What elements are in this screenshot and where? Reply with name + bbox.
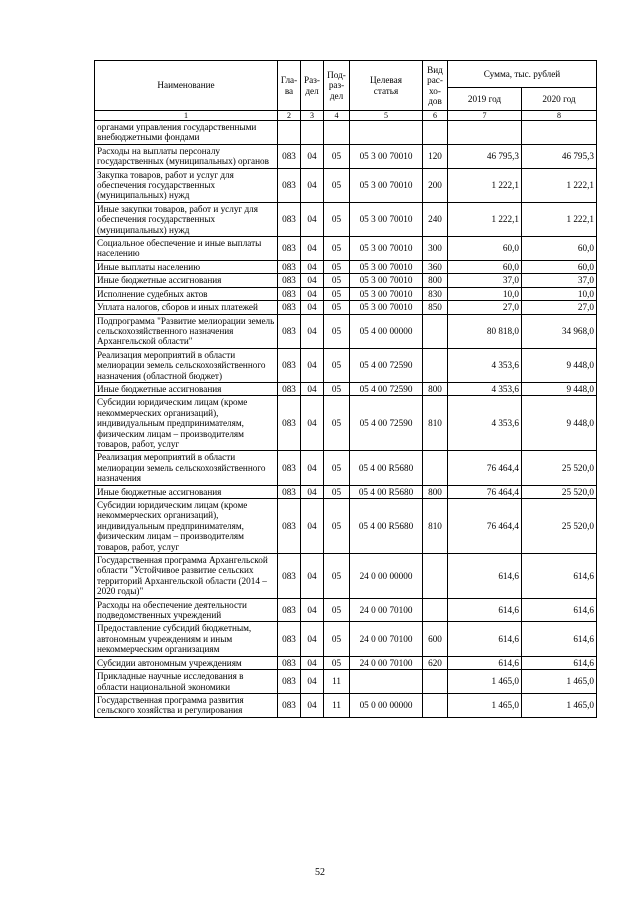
row-expense-type-cell: 620 xyxy=(423,656,448,669)
row-expense-type-cell: 810 xyxy=(423,499,448,554)
row-sum-2019-cell: 614,6 xyxy=(448,622,522,656)
row-subsection-cell: 11 xyxy=(324,693,350,717)
row-chapter-cell: 083 xyxy=(278,237,301,261)
row-target-cell: 05 3 00 70010 xyxy=(350,202,423,236)
row-chapter-cell: 083 xyxy=(278,301,301,314)
row-sum-2020-cell: 614,6 xyxy=(522,622,597,656)
row-section-cell: 04 xyxy=(301,554,324,599)
row-sum-2019-cell: 614,6 xyxy=(448,598,522,622)
row-subsection-cell: 05 xyxy=(324,274,350,287)
header-year-2019: 2019 год xyxy=(448,88,522,111)
row-section-cell: 04 xyxy=(301,622,324,656)
col-number: 8 xyxy=(522,111,597,121)
col-number: 4 xyxy=(324,111,350,121)
table-row xyxy=(95,485,597,498)
row-sum-2019-cell: 80 818,0 xyxy=(448,314,522,348)
row-name-cell: Субсидии юридическим лицам (кроме некоммерческих организаций), индивидуальным предпринимателям, физическим лицам – производителям товаров, работ, услуг xyxy=(95,396,278,451)
row-sum-2020-cell: 60,0 xyxy=(522,237,597,261)
table-row xyxy=(95,656,597,669)
row-target-cell: 05 4 00 R5680 xyxy=(350,451,423,485)
row-subsection-cell: 05 xyxy=(324,622,350,656)
row-sum-2019-cell: 37,0 xyxy=(448,274,522,287)
row-sum-2019-cell: 4 353,6 xyxy=(448,348,522,382)
row-target-cell: 05 4 00 72590 xyxy=(350,382,423,395)
row-expense-type-cell: 800 xyxy=(423,274,448,287)
row-subsection-cell xyxy=(324,121,350,145)
row-name-cell: Иные закупки товаров, работ и услуг для обеспечения государственных (муниципальных) нужд xyxy=(95,202,278,236)
row-sum-2019-cell: 4 353,6 xyxy=(448,396,522,451)
table-row xyxy=(95,168,597,202)
row-target-cell: 05 0 00 00000 xyxy=(350,693,423,717)
header-chapter: Гла- ва xyxy=(278,61,301,111)
row-sum-2019-cell: 1 465,0 xyxy=(448,670,522,694)
row-section-cell: 04 xyxy=(301,396,324,451)
row-section-cell: 04 xyxy=(301,451,324,485)
row-section-cell: 04 xyxy=(301,301,324,314)
row-sum-2020-cell: 60,0 xyxy=(522,260,597,273)
row-sum-2020-cell: 614,6 xyxy=(522,598,597,622)
row-expense-type-cell: 300 xyxy=(423,237,448,261)
row-sum-2020-cell: 614,6 xyxy=(522,554,597,599)
table-row xyxy=(95,301,597,314)
table-body xyxy=(95,121,597,718)
table-row xyxy=(95,314,597,348)
table-header xyxy=(95,61,597,121)
header-year-2020: 2020 год xyxy=(522,88,597,111)
row-chapter-cell xyxy=(278,121,301,145)
row-sum-2019-cell: 614,6 xyxy=(448,656,522,669)
row-expense-type-cell xyxy=(423,598,448,622)
row-expense-type-cell: 600 xyxy=(423,622,448,656)
row-expense-type-cell xyxy=(423,554,448,599)
row-name-cell: Реализация мероприятий в области мелиорации земель сельскохозяйственного назначения (областной бюджет) xyxy=(95,348,278,382)
row-target-cell: 05 3 00 70010 xyxy=(350,287,423,300)
row-chapter-cell: 083 xyxy=(278,499,301,554)
row-sum-2019-cell: 1 465,0 xyxy=(448,693,522,717)
table-row xyxy=(95,382,597,395)
row-sum-2020-cell xyxy=(522,121,597,145)
row-target-cell xyxy=(350,121,423,145)
row-chapter-cell: 083 xyxy=(278,348,301,382)
table-row xyxy=(95,348,597,382)
row-name-cell: Расходы на обеспечение деятельности подведомственных учреждений xyxy=(95,598,278,622)
row-chapter-cell: 083 xyxy=(278,670,301,694)
row-target-cell: 05 4 00 00000 xyxy=(350,314,423,348)
table-row xyxy=(95,451,597,485)
col-number: 6 xyxy=(423,111,448,121)
row-name-cell: Уплата налогов, сборов и иных платежей xyxy=(95,301,278,314)
row-expense-type-cell xyxy=(423,451,448,485)
row-name-cell: Расходы на выплаты персоналу государственных (муниципальных) органов xyxy=(95,144,278,168)
row-sum-2019-cell: 4 353,6 xyxy=(448,382,522,395)
row-target-cell: 05 3 00 70010 xyxy=(350,260,423,273)
table-row xyxy=(95,598,597,622)
row-name-cell: Исполнение судебных актов xyxy=(95,287,278,300)
col-number: 5 xyxy=(350,111,423,121)
table-row xyxy=(95,499,597,554)
row-name-cell: Субсидии юридическим лицам (кроме некоммерческих организаций), индивидуальным предпринимателям, физическим лицам – производителям товаров, работ, услуг xyxy=(95,499,278,554)
row-chapter-cell: 083 xyxy=(278,451,301,485)
row-section-cell xyxy=(301,121,324,145)
row-chapter-cell: 083 xyxy=(278,693,301,717)
row-sum-2019-cell: 614,6 xyxy=(448,554,522,599)
col-number: 7 xyxy=(448,111,522,121)
row-sum-2019-cell: 60,0 xyxy=(448,260,522,273)
row-name-cell: Прикладные научные исследования в области национальной экономики xyxy=(95,670,278,694)
row-chapter-cell: 083 xyxy=(278,287,301,300)
row-subsection-cell: 05 xyxy=(324,554,350,599)
row-sum-2019-cell: 10,0 xyxy=(448,287,522,300)
row-chapter-cell: 083 xyxy=(278,485,301,498)
row-name-cell: Государственная программа Архангельской области "Устойчивое развитие сельских территорий Архангельской области (2014 – 2020 годы)" xyxy=(95,554,278,599)
row-chapter-cell: 083 xyxy=(278,202,301,236)
row-target-cell: 24 0 00 70100 xyxy=(350,656,423,669)
row-section-cell: 04 xyxy=(301,144,324,168)
row-sum-2020-cell: 27,0 xyxy=(522,301,597,314)
row-name-cell: органами управления государственными внебюджетными фондами xyxy=(95,121,278,145)
header-expense-type: Вид рас- хо- дов xyxy=(423,61,448,111)
row-subsection-cell: 05 xyxy=(324,287,350,300)
row-chapter-cell: 083 xyxy=(278,260,301,273)
row-chapter-cell: 083 xyxy=(278,382,301,395)
row-expense-type-cell: 240 xyxy=(423,202,448,236)
row-section-cell: 04 xyxy=(301,670,324,694)
row-chapter-cell: 083 xyxy=(278,274,301,287)
row-sum-2020-cell: 25 520,0 xyxy=(522,451,597,485)
col-number: 3 xyxy=(301,111,324,121)
col-number: 1 xyxy=(95,111,278,121)
row-subsection-cell: 11 xyxy=(324,670,350,694)
table-row xyxy=(95,287,597,300)
row-subsection-cell: 05 xyxy=(324,260,350,273)
row-sum-2019-cell: 1 222,1 xyxy=(448,202,522,236)
row-chapter-cell: 083 xyxy=(278,168,301,202)
row-subsection-cell: 05 xyxy=(324,382,350,395)
row-section-cell: 04 xyxy=(301,485,324,498)
row-sum-2020-cell: 25 520,0 xyxy=(522,499,597,554)
row-section-cell: 04 xyxy=(301,274,324,287)
row-subsection-cell: 05 xyxy=(324,485,350,498)
row-section-cell: 04 xyxy=(301,287,324,300)
row-expense-type-cell: 810 xyxy=(423,396,448,451)
row-target-cell: 05 3 00 70010 xyxy=(350,237,423,261)
row-target-cell: 05 4 00 72590 xyxy=(350,348,423,382)
row-target-cell: 05 3 00 70010 xyxy=(350,274,423,287)
row-sum-2020-cell: 1 465,0 xyxy=(522,693,597,717)
row-expense-type-cell xyxy=(423,670,448,694)
row-sum-2020-cell: 9 448,0 xyxy=(522,382,597,395)
row-section-cell: 04 xyxy=(301,693,324,717)
table-row xyxy=(95,144,597,168)
row-sum-2020-cell: 34 968,0 xyxy=(522,314,597,348)
row-subsection-cell: 05 xyxy=(324,314,350,348)
row-chapter-cell: 083 xyxy=(278,656,301,669)
row-sum-2020-cell: 1 465,0 xyxy=(522,670,597,694)
row-target-cell: 24 0 00 70100 xyxy=(350,622,423,656)
row-subsection-cell: 05 xyxy=(324,348,350,382)
row-expense-type-cell: 850 xyxy=(423,301,448,314)
row-section-cell: 04 xyxy=(301,314,324,348)
row-target-cell: 05 4 00 72590 xyxy=(350,396,423,451)
table-row xyxy=(95,274,597,287)
row-chapter-cell: 083 xyxy=(278,314,301,348)
row-expense-type-cell: 360 xyxy=(423,260,448,273)
row-name-cell: Иные бюджетные ассигнования xyxy=(95,485,278,498)
table-row xyxy=(95,202,597,236)
table-row xyxy=(95,670,597,694)
row-subsection-cell: 05 xyxy=(324,451,350,485)
row-subsection-cell: 05 xyxy=(324,396,350,451)
row-expense-type-cell xyxy=(423,693,448,717)
row-sum-2020-cell: 1 222,1 xyxy=(522,168,597,202)
row-sum-2019-cell: 1 222,1 xyxy=(448,168,522,202)
row-subsection-cell: 05 xyxy=(324,144,350,168)
budget-table-sheet xyxy=(94,60,596,718)
row-expense-type-cell: 120 xyxy=(423,144,448,168)
table-row xyxy=(95,554,597,599)
row-target-cell: 05 3 00 70010 xyxy=(350,168,423,202)
row-name-cell: Иные выплаты населению xyxy=(95,260,278,273)
row-chapter-cell: 083 xyxy=(278,396,301,451)
row-subsection-cell: 05 xyxy=(324,301,350,314)
row-sum-2020-cell: 1 222,1 xyxy=(522,202,597,236)
header-subsection: Под- раз- дел xyxy=(324,61,350,111)
row-expense-type-cell xyxy=(423,121,448,145)
row-target-cell: 24 0 00 70100 xyxy=(350,598,423,622)
row-sum-2019-cell: 46 795,3 xyxy=(448,144,522,168)
table-row xyxy=(95,396,597,451)
row-chapter-cell: 083 xyxy=(278,622,301,656)
row-sum-2019-cell: 76 464,4 xyxy=(448,451,522,485)
row-sum-2019-cell: 60,0 xyxy=(448,237,522,261)
row-sum-2020-cell: 37,0 xyxy=(522,274,597,287)
page-number: 52 xyxy=(315,867,325,878)
row-sum-2019-cell: 76 464,4 xyxy=(448,499,522,554)
row-section-cell: 04 xyxy=(301,237,324,261)
row-expense-type-cell: 800 xyxy=(423,485,448,498)
row-sum-2019-cell: 76 464,4 xyxy=(448,485,522,498)
table-row xyxy=(95,237,597,261)
row-section-cell: 04 xyxy=(301,260,324,273)
row-sum-2020-cell: 46 795,3 xyxy=(522,144,597,168)
col-number: 2 xyxy=(278,111,301,121)
row-target-cell: 05 4 00 R5680 xyxy=(350,499,423,554)
row-name-cell: Предоставление субсидий бюджетным, автономным учреждениям и иным некоммерческим организациям xyxy=(95,622,278,656)
row-name-cell: Подпрограмма "Развитие мелиорации земель сельскохозяйственного назначения Архангельской области" xyxy=(95,314,278,348)
column-number-row xyxy=(95,111,597,121)
row-expense-type-cell: 830 xyxy=(423,287,448,300)
row-sum-2020-cell: 614,6 xyxy=(522,656,597,669)
row-target-cell: 24 0 00 00000 xyxy=(350,554,423,599)
row-sum-2019-cell xyxy=(448,121,522,145)
row-section-cell: 04 xyxy=(301,499,324,554)
header-section: Раз- дел xyxy=(301,61,324,111)
table-row xyxy=(95,260,597,273)
row-subsection-cell: 05 xyxy=(324,202,350,236)
row-section-cell: 04 xyxy=(301,202,324,236)
row-name-cell: Государственная программа развития сельского хозяйства и регулирования xyxy=(95,693,278,717)
row-name-cell: Субсидии автономным учреждениям xyxy=(95,656,278,669)
row-name-cell: Иные бюджетные ассигнования xyxy=(95,382,278,395)
row-sum-2020-cell: 10,0 xyxy=(522,287,597,300)
row-subsection-cell: 05 xyxy=(324,237,350,261)
row-expense-type-cell xyxy=(423,314,448,348)
row-section-cell: 04 xyxy=(301,598,324,622)
row-expense-type-cell: 200 xyxy=(423,168,448,202)
row-chapter-cell: 083 xyxy=(278,554,301,599)
row-section-cell: 04 xyxy=(301,168,324,202)
row-expense-type-cell xyxy=(423,348,448,382)
budget-table xyxy=(94,60,597,718)
row-sum-2020-cell: 25 520,0 xyxy=(522,485,597,498)
row-sum-2019-cell: 27,0 xyxy=(448,301,522,314)
row-target-cell: 05 3 00 70010 xyxy=(350,301,423,314)
row-target-cell xyxy=(350,670,423,694)
row-target-cell: 05 4 00 R5680 xyxy=(350,485,423,498)
header-sum: Сумма, тыс. рублей xyxy=(448,61,597,88)
header-target: Целевая статья xyxy=(350,61,423,111)
header-name: Наименование xyxy=(95,61,278,111)
row-subsection-cell: 05 xyxy=(324,598,350,622)
row-expense-type-cell: 800 xyxy=(423,382,448,395)
table-row xyxy=(95,622,597,656)
row-name-cell: Реализация мероприятий в области мелиорации земель сельскохозяйственного назначения xyxy=(95,451,278,485)
row-sum-2020-cell: 9 448,0 xyxy=(522,348,597,382)
table-row xyxy=(95,121,597,145)
row-subsection-cell: 05 xyxy=(324,499,350,554)
row-section-cell: 04 xyxy=(301,382,324,395)
row-subsection-cell: 05 xyxy=(324,168,350,202)
row-section-cell: 04 xyxy=(301,348,324,382)
row-target-cell: 05 3 00 70010 xyxy=(350,144,423,168)
row-name-cell: Социальное обеспечение и иные выплаты населению xyxy=(95,237,278,261)
row-sum-2020-cell: 9 448,0 xyxy=(522,396,597,451)
row-section-cell: 04 xyxy=(301,656,324,669)
row-subsection-cell: 05 xyxy=(324,656,350,669)
row-chapter-cell: 083 xyxy=(278,598,301,622)
row-chapter-cell: 083 xyxy=(278,144,301,168)
row-name-cell: Иные бюджетные ассигнования xyxy=(95,274,278,287)
row-name-cell: Закупка товаров, работ и услуг для обеспечения государственных (муниципальных) нужд xyxy=(95,168,278,202)
table-row xyxy=(95,693,597,717)
